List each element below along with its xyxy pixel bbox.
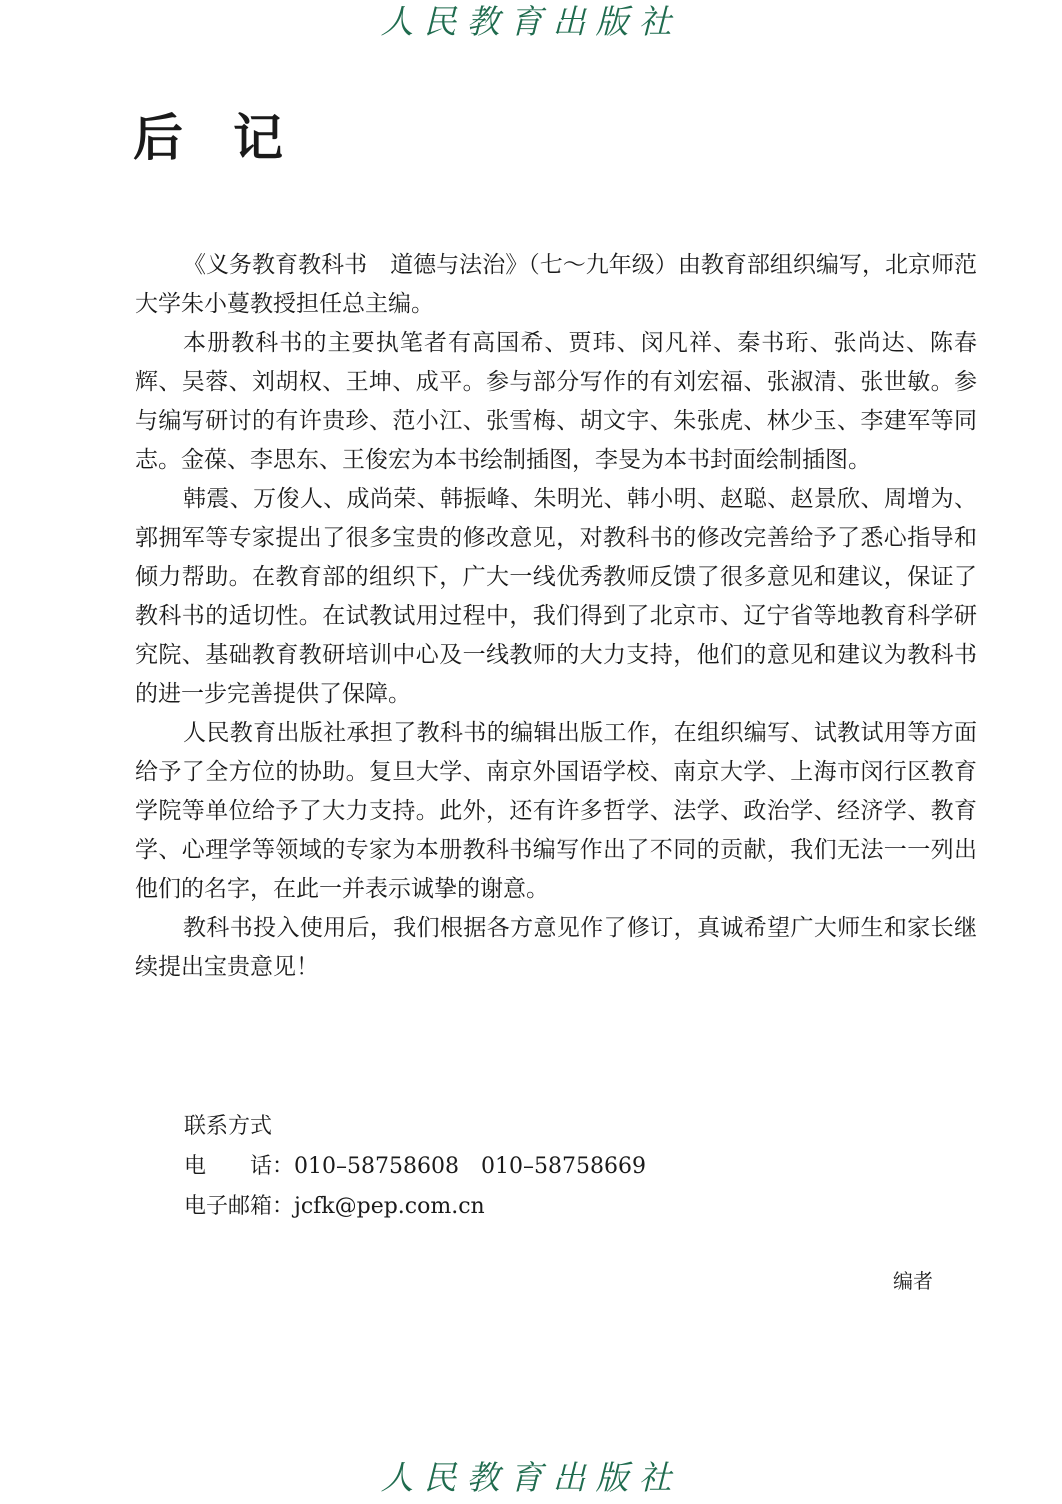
paragraph-5: 教科书投入使用后，我们根据各方意见作了修订，真诚希望广大师生和家长继续提出宝贵意见！ (135, 915, 977, 980)
editor-signature: 编者 (893, 1269, 933, 1293)
paragraph-2: 本册教科书的主要执笔者有高国希、贾玮、闵凡祥、秦书珩、张尚达、陈春辉、吴蓉、刘胡权、王坤、成平。参与部分写作的有刘宏福、张淑清、张世敏。参与编写研讨的有许贵珍、范小江、张雪梅、胡文宇、朱张虎、林少玉、李建军等同志。金葆、李思东、王俊宏为本书绘制插图，李旻为本书封面绘制插图。 (135, 330, 977, 473)
page-title: 后 记 (133, 108, 283, 167)
afterword-body (135, 246, 977, 987)
contact-email: 电子邮箱：jcfk@pep.com.cn (184, 1194, 485, 1219)
paragraph-3: 韩震、万俊人、成尚荣、韩振峰、朱明光、韩小明、赵聪、赵景欣、周增为、郭拥军等专家提出了很多宝贵的修改意见，对教科书的修改完善给予了悉心指导和倾力帮助。在教育部的组织下，广大一线优秀教师反馈了很多意见和建议，保证了教科书的适切性。在试教试用过程中，我们得到了北京市、辽宁省等地教育科学研究院、基础教育教研培训中心及一线教师的大力支持，他们的意见和建议为教科书的进一步完善提供了保障。 (135, 486, 977, 707)
contact-heading: 联系方式 (184, 1114, 273, 1139)
publisher-logo-bottom: 人民教育出版社 (380, 1458, 682, 1497)
contact-phone: 电 话：010–58758608 010–58758669 (184, 1154, 646, 1179)
publisher-logo-top: 人民教育出版社 (380, 2, 682, 41)
paragraph-1: 《义务教育教科书 道德与法治》（七～九年级）由教育部组织编写，北京师范大学朱小蔓教授担任总主编。 (135, 252, 977, 317)
paragraph-4: 人民教育出版社承担了教科书的编辑出版工作，在组织编写、试教试用等方面给予了全方位的协助。复旦大学、南京外国语学校、南京大学、上海市闵行区教育学院等单位给予了大力支持。此外，还有许多哲学、法学、政治学、经济学、教育学、心理学等领域的专家为本册教科书编写作出了不同的贡献，我们无法一一列出他们的名字，在此一并表示诚挚的谢意。 (135, 720, 977, 902)
contact-info (184, 1107, 646, 1227)
